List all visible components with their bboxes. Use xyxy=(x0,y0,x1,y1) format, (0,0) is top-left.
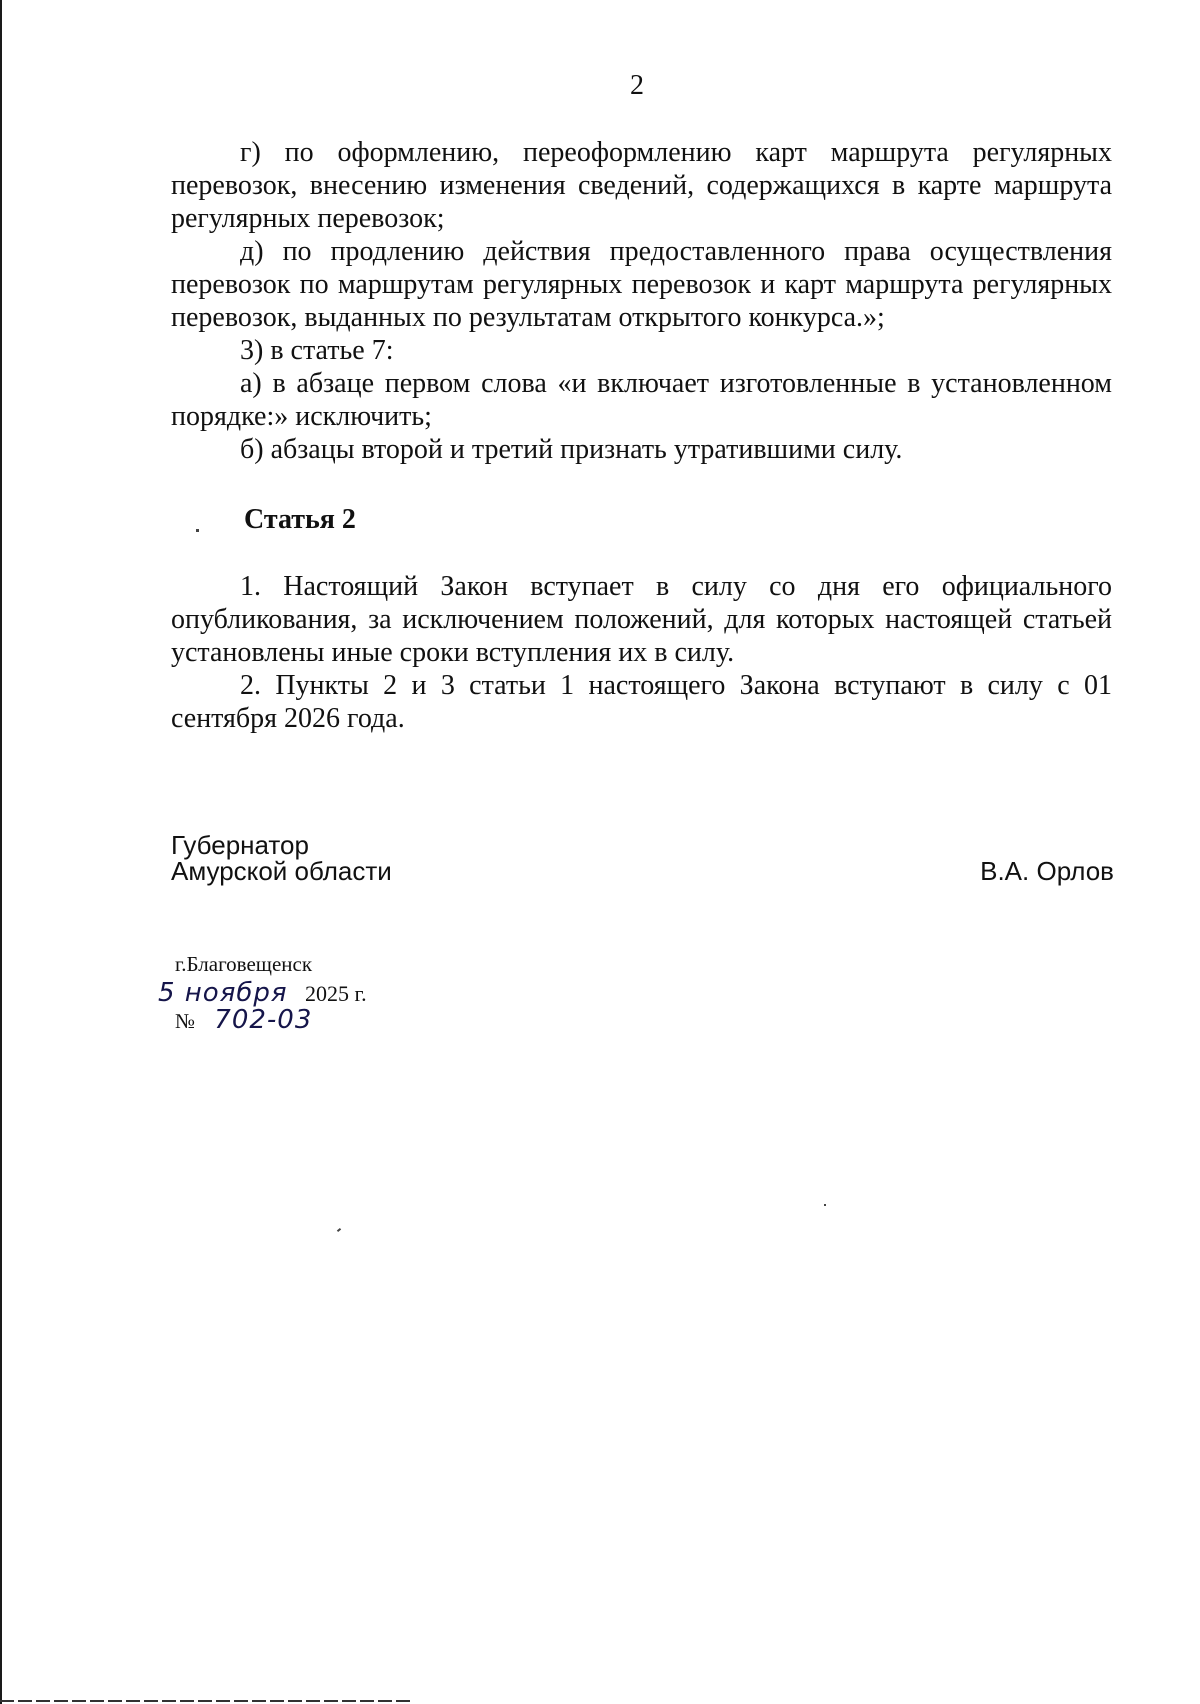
amendment-paragraphs xyxy=(171,136,1112,466)
article-2-item-2: 2. Пункты 2 и 3 статьи 1 настоящего Закона вступают в силу с 01 сентября 2026 года. xyxy=(171,670,1112,734)
law-number xyxy=(175,1005,312,1035)
scan-speck xyxy=(337,1228,341,1232)
scan-edge-left xyxy=(0,0,2,1704)
scan-speck xyxy=(196,529,199,532)
paragraph-3: 3) в статье 7: xyxy=(240,335,394,366)
article-2-paragraphs xyxy=(171,570,1112,735)
handwritten-date: 5 ноября xyxy=(158,978,288,1008)
scan-speck xyxy=(824,1204,826,1206)
article-heading: Статья 2 xyxy=(244,504,356,535)
handwritten-number: 702-03 xyxy=(214,1005,313,1035)
page-number: 2 xyxy=(630,70,644,101)
place-of-signing: г.Благовещенск xyxy=(175,952,313,976)
signatory-name: В.А. Орлов xyxy=(980,856,1114,886)
article-2-item-1: 1. Настоящий Закон вступает в силу со дня его официального опубликования, за исключением положений, для которых настоящей статьей установлены иные сроки вступления их в силу. xyxy=(171,571,1112,668)
paragraph-a: а) в абзаце первом слова «и включает изготовленные в установленном порядке:» исключить; xyxy=(171,368,1112,432)
paragraph-b: б) абзацы второй и третий признать утратившими силу. xyxy=(240,434,903,465)
signing-date xyxy=(158,978,367,1008)
signatory-title-line2: Амурской области xyxy=(171,856,392,886)
paragraph-g: г) по оформлению, переоформлению карт маршрута регулярных перевозок, внесению изменения сведений, содержащихся в карте маршрута регулярных перевозок; xyxy=(171,137,1112,234)
scan-edge-bottom xyxy=(0,1700,410,1702)
paragraph-d: д) по продлению действия предоставленного права осуществления перевозок по маршрутам регулярных перевозок и карт маршрута регулярных перевозок, выданных по результатам открытого конкурса.»; xyxy=(171,236,1112,333)
signatory-title xyxy=(171,832,392,884)
number-prefix: № xyxy=(175,1009,196,1033)
signatory-title-line1: Губернатор xyxy=(171,830,309,860)
date-year: 2025 г. xyxy=(305,981,367,1006)
